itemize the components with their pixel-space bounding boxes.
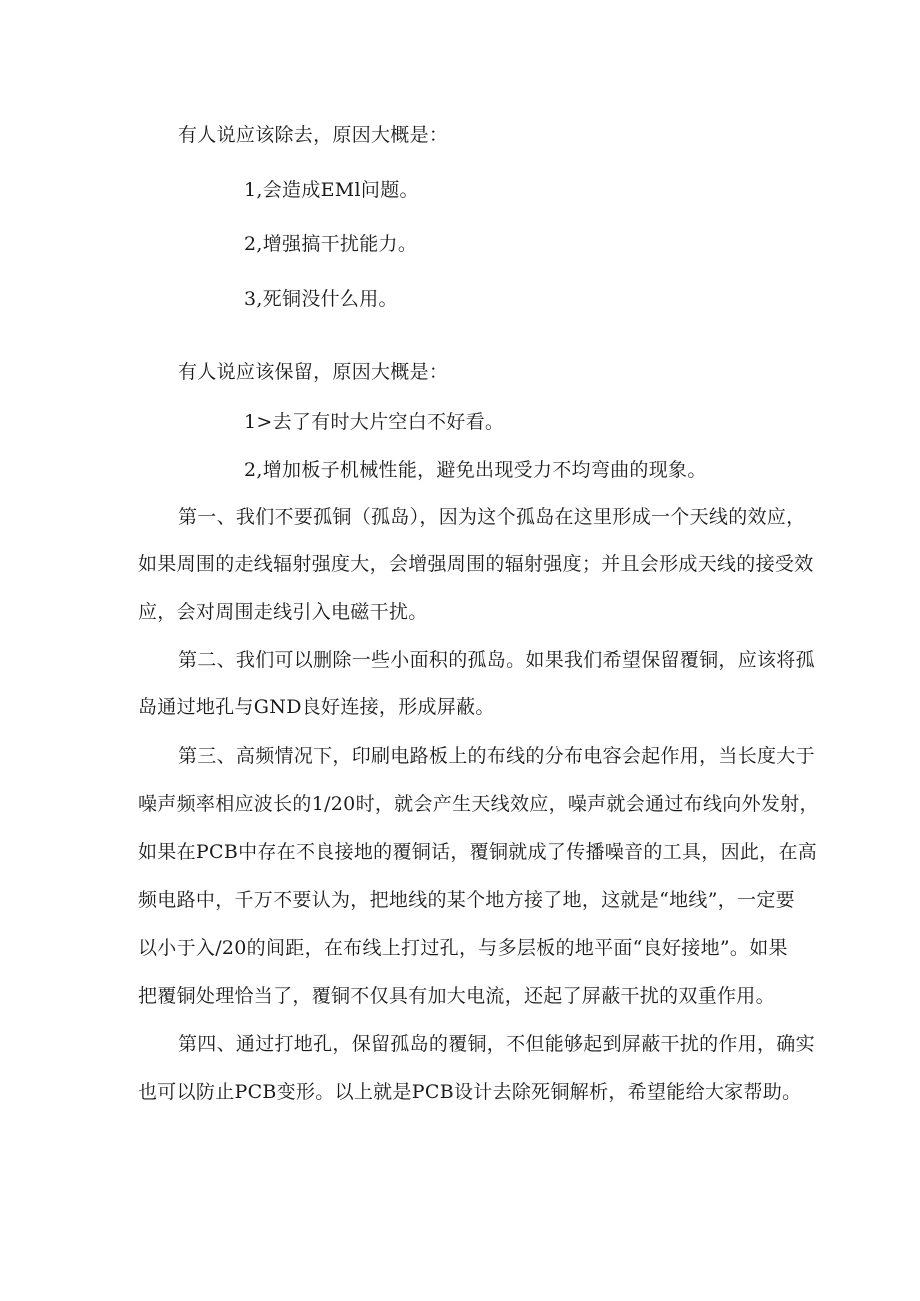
paragraph-line: 第四、通过打地孔，保留孤岛的覆铜，不但能够起到屏蔽干扰的作用，确实	[178, 1033, 815, 1055]
keep-reason-1: 1>去了有时大片空白不好看。	[244, 411, 505, 433]
keep-reasons-intro: 有人说应该保留，原因大概是：	[178, 361, 449, 383]
keep-reason-2: 2,增加板子机械性能，避免出现受力不均弯曲的现象。	[244, 459, 707, 481]
remove-reasons-intro: 有人说应该除去，原因大概是：	[178, 124, 449, 146]
remove-reason-2: 2,增强搞干扰能力。	[244, 233, 418, 255]
paragraph-line: 第三、高频情况下，印刷电路板上的布线的分布电容会起作用，当长度大于	[178, 745, 815, 767]
paragraph-line: 噪声频率相应波长的1/20时，就会产生天线效应，噪声就会通过布线向外发射，	[138, 793, 819, 815]
paragraph-line: 第一、我们不要孤铜（孤岛），因为这个孤岛在这里形成一个天线的效应，	[178, 506, 806, 528]
remove-reason-1: 1,会造成EMl问题。	[244, 179, 419, 201]
paragraph-line: 岛通过地孔与GND良好连接，形成屏蔽。	[138, 696, 495, 718]
paragraph-line: 应，会对周围走线引入电磁干扰。	[138, 601, 428, 623]
paragraph-line: 把覆铜处理恰当了，覆铜不仅具有加大电流，还起了屏蔽干扰的双重作用。	[138, 985, 775, 1007]
remove-reason-3: 3,死铜没什么用。	[244, 288, 398, 310]
paragraph-line: 频电路中，千万不要认为，把地线的某个地方接了地，这就是“地线”，一定要	[138, 889, 795, 911]
paragraph-line: 如果周围的走线辐射强度大，会增强周围的辐射强度；并且会形成天线的接受效	[138, 553, 814, 575]
paragraph-line: 如果在PCB中存在不良接地的覆铜话，覆铜就成了传播噪音的工具，因此，在高	[138, 841, 818, 863]
paragraph-line: 也可以防止PCB变形。以上就是PCB设计去除死铜解析，希望能给大家帮助。	[138, 1081, 802, 1103]
paragraph-line: 以小于入/20的间距，在布线上打过孔，与多层板的地平面“良好接地”。如果	[138, 937, 788, 959]
paragraph-line: 第二、我们可以删除一些小面积的孤岛。如果我们希望保留覆铜，应该将孤	[178, 649, 815, 671]
